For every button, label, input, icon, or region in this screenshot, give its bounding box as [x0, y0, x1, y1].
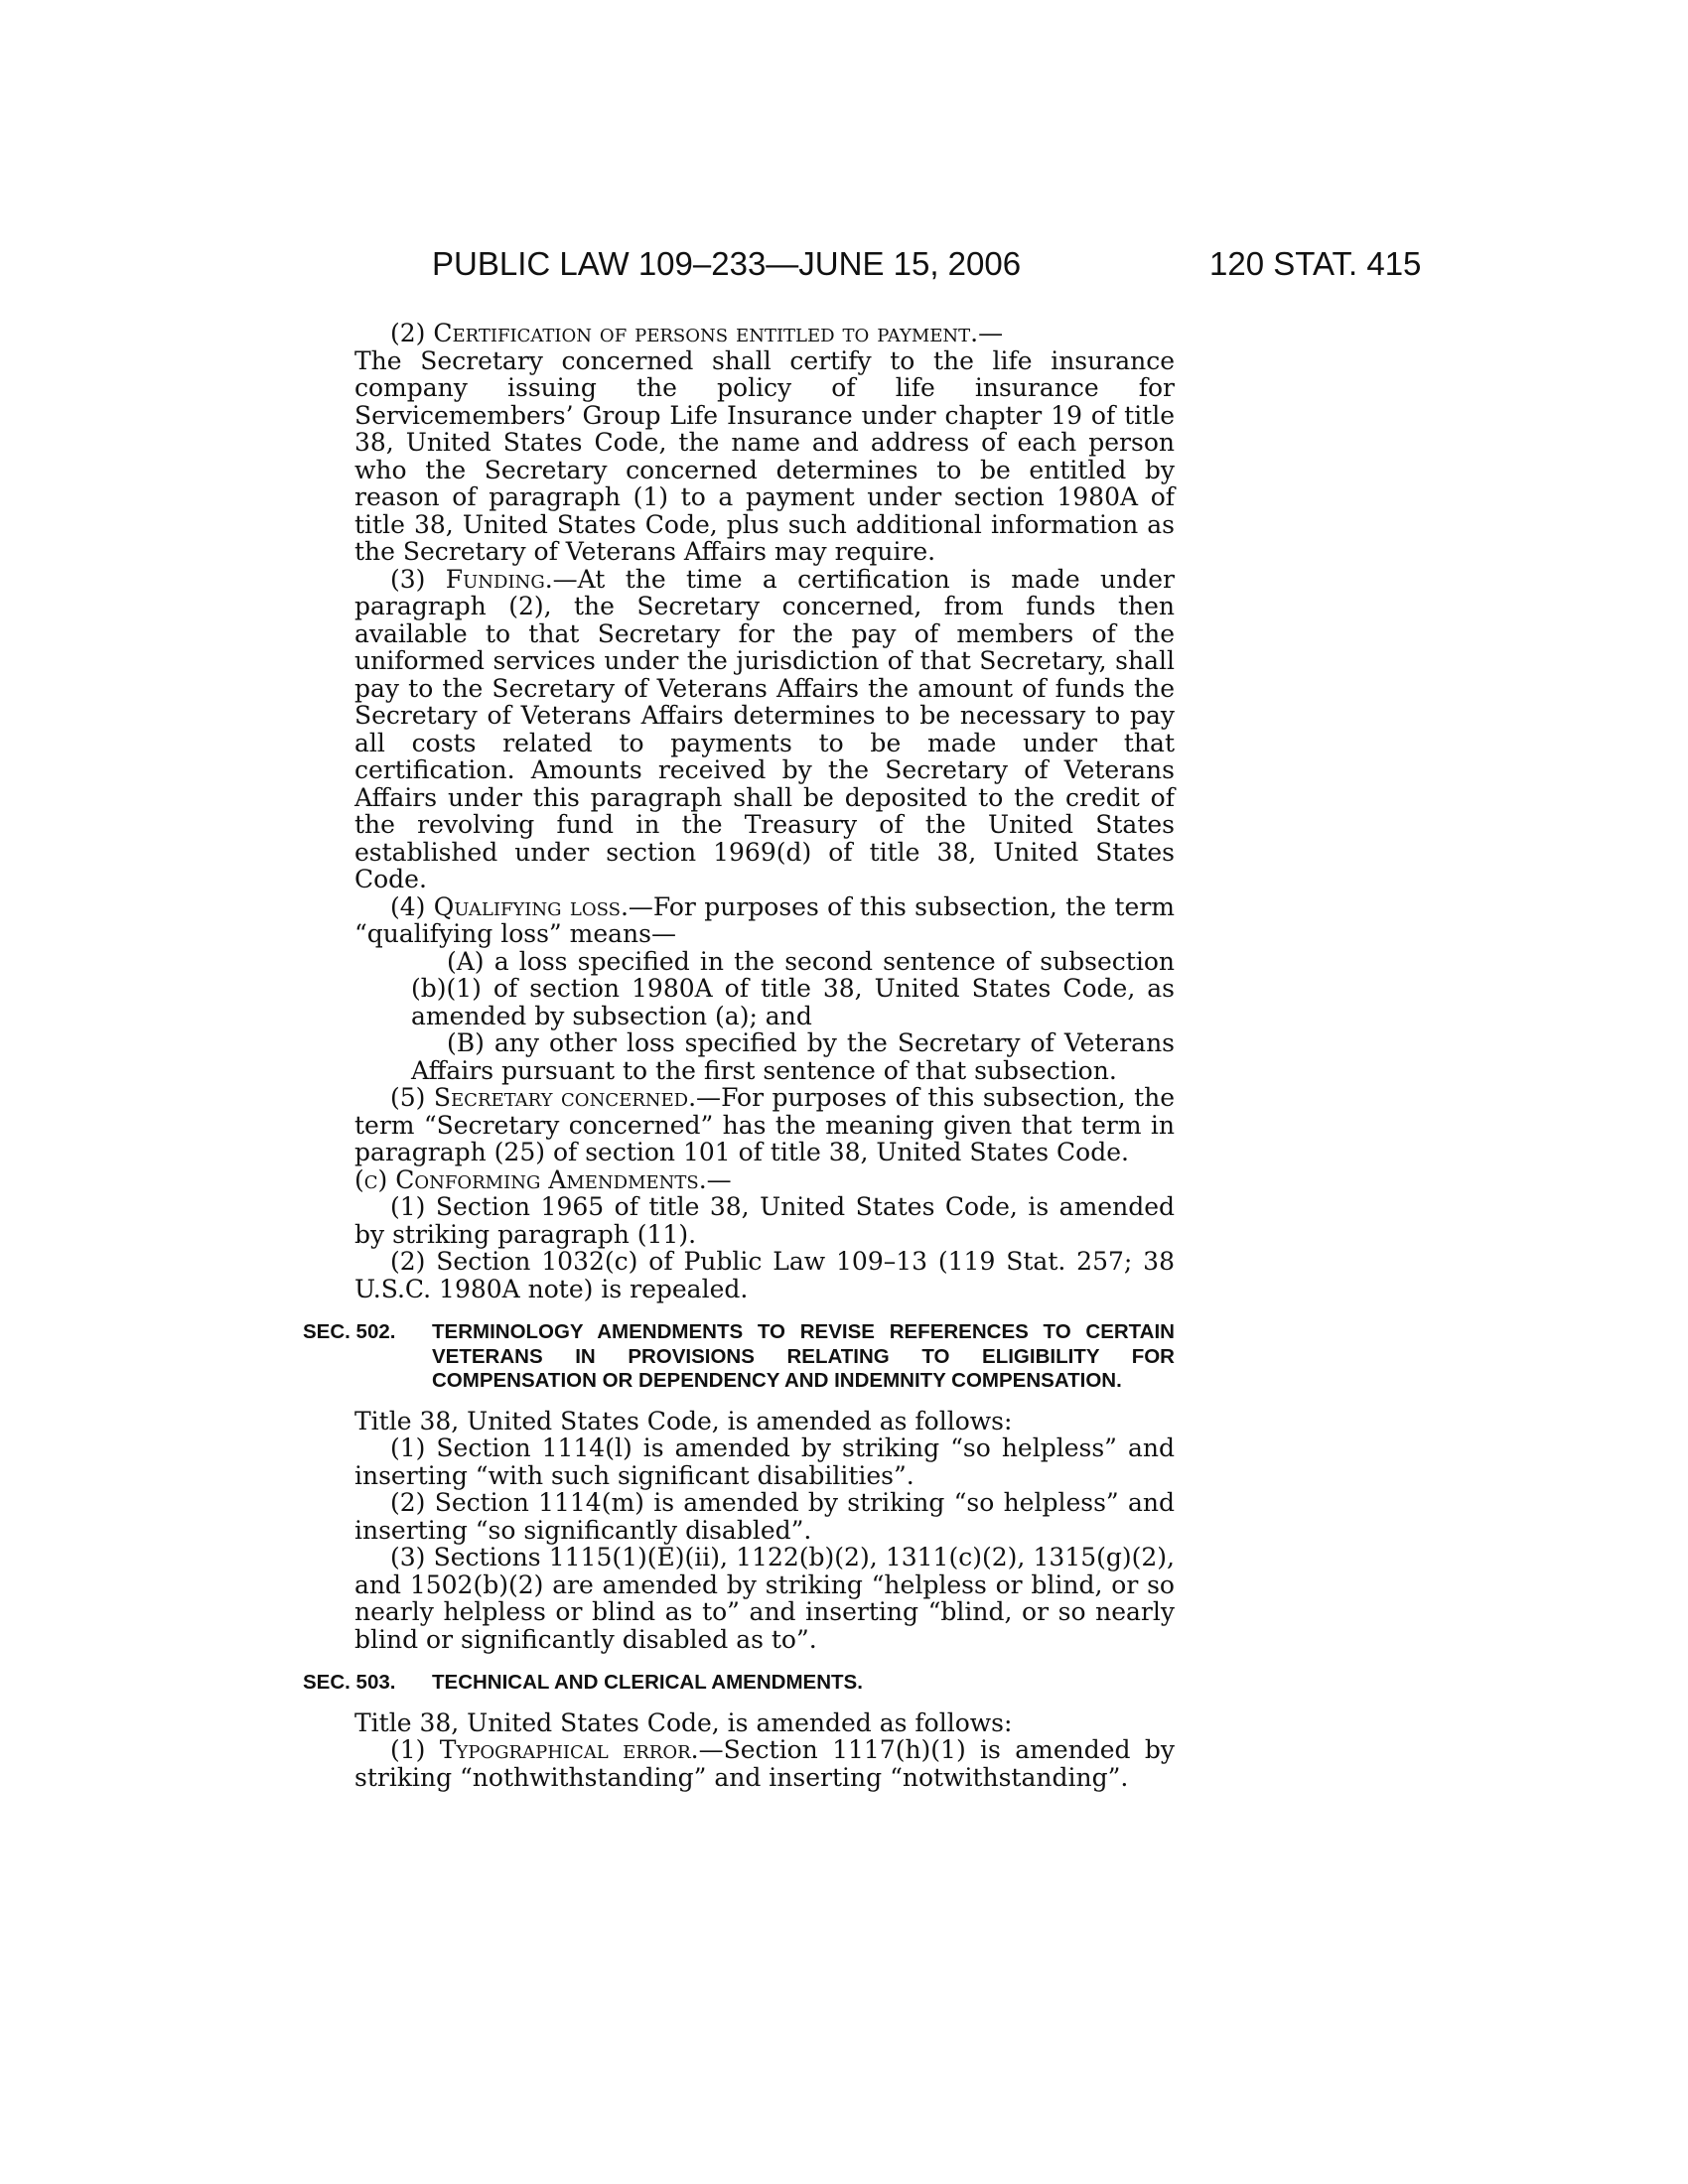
paragraph-3-heading: (3) Funding.— [390, 564, 578, 594]
paragraph-4 [354, 893, 1175, 948]
section-503-heading [303, 1671, 1175, 1696]
section-503-item-1 [354, 1736, 1175, 1791]
paragraph-2 [354, 320, 1175, 566]
section-503-intro: Title 38, United States Code, is amended as follows: [354, 1707, 1013, 1737]
subsection-c-heading-text: (c) Conforming Amendments.— [354, 1164, 732, 1194]
section-502-number: SEC. 502. [303, 1320, 396, 1343]
paragraph-5-heading: (5) Secretary concerned.— [390, 1083, 722, 1112]
paragraph-3-text: At the time a certification is made under paragraph (2), the Secretary concerned, from funds then available to that Secretary for the pay of members of the uniformed services under the jurisdiction of that Secretary, shall pay to the Secretary of Veterans Affairs the amount of funds the Secretary of Veterans Affairs determines to be necessary to pay all costs related to payments to be made under that certification. Amounts received by the Secretary of Veterans Affairs under this paragraph shall be deposited to the credit of the revolving fund in the Treasury of the United States established under section 1969(d) of title 38, United States Code. [354, 564, 1175, 893]
section-502-item-3: (3) Sections 1115(1)(E)(ii), 1122(b)(2), 1311(c)(2), 1315(g)(2), and 1502(b)(2) are amended by striking “helpless or blind, or so nearly helpless or blind as to” and inserting “blind, or so nearly blind or significantly disabled as to”. [354, 1543, 1175, 1654]
paragraph-3 [354, 566, 1175, 893]
section-502-item-1: (1) Section 1114(l) is amended by striking “so helpless” and inserting “with such significant disabilities”. [354, 1433, 1175, 1490]
subsection-c-1: (1) Section 1965 of title 38, United States Code, is amended by striking paragraph (11). [354, 1192, 1175, 1249]
paragraph-5-text: For purposes of this subsection, the term “Secretary concerned” has the meaning given that term in paragraph (25) of section 101 of title 38, United States Code. [354, 1083, 1176, 1166]
page-stat-number: 120 STAT. 415 [1209, 245, 1422, 282]
section-503-item-1-heading: (1) Typographical error.— [390, 1735, 724, 1764]
section-503-title: TECHNICAL AND CLERICAL AMENDMENTS. [432, 1671, 863, 1694]
section-503-item-1-text: Section 1117(h)(1) is amended by striking “nothwithstanding” and inserting “notwithstanding”. [354, 1735, 1176, 1792]
subsection-c-2: (2) Section 1032(c) of Public Law 109–13 (119 Stat. 257; 38 U.S.C. 1980A note) is repealed. [354, 1247, 1175, 1303]
paragraph-4a: (A) a loss specified in the second sentence of subsection (b)(1) of section 1980A of title 38, United States Code, as amended by subsection (a); and [411, 946, 1175, 1030]
paragraph-4-text: For purposes of this subsection, the term “qualifying loss” means— [354, 891, 1175, 948]
paragraph-4b: (B) any other loss specified by the Secretary of Veterans Affairs pursuant to the first sentence of that subsection. [411, 1028, 1175, 1085]
section-502-heading [303, 1320, 1175, 1394]
paragraph-5 [354, 1084, 1175, 1166]
paragraph-4-heading: (4) Qualifying loss.— [390, 891, 653, 921]
section-502-item-2: (2) Section 1114(m) is amended by striking “so helpless” and inserting “so significantly disabled”. [354, 1488, 1175, 1545]
paragraph-2-text: The Secretary concerned shall certify to the life insurance company issuing the policy of life insurance for Servicemembers’ Group Life Insurance under chapter 19 of title 38, United States Code, the name and address of each person who the Secretary concerned determines to be entitled by reason of paragraph (1) to a payment under section 1980A of title 38, United States Code, plus such additional information as the Secretary of Veterans Affairs may require. [354, 345, 1175, 566]
subsection-c-heading [354, 1166, 1175, 1194]
section-502-title: TERMINOLOGY AMENDMENTS TO REVISE REFERENCES TO CERTAIN VETERANS IN PROVISIONS RELATING TO ELIGIBILITY FOR COMPENSATION OR DEPENDENCY AND INDEMNITY COMPENSATION. [432, 1320, 1175, 1392]
document-body [303, 319, 1176, 1792]
paragraph-2-heading: (2) Certification of persons entitled to payment.— [390, 319, 1004, 347]
section-502-intro: Title 38, United States Code, is amended as follows: [354, 1406, 1013, 1435]
section-503-number: SEC. 503. [303, 1671, 396, 1694]
running-header-title: PUBLIC LAW 109–233—JUNE 15, 2006 [432, 245, 1022, 282]
